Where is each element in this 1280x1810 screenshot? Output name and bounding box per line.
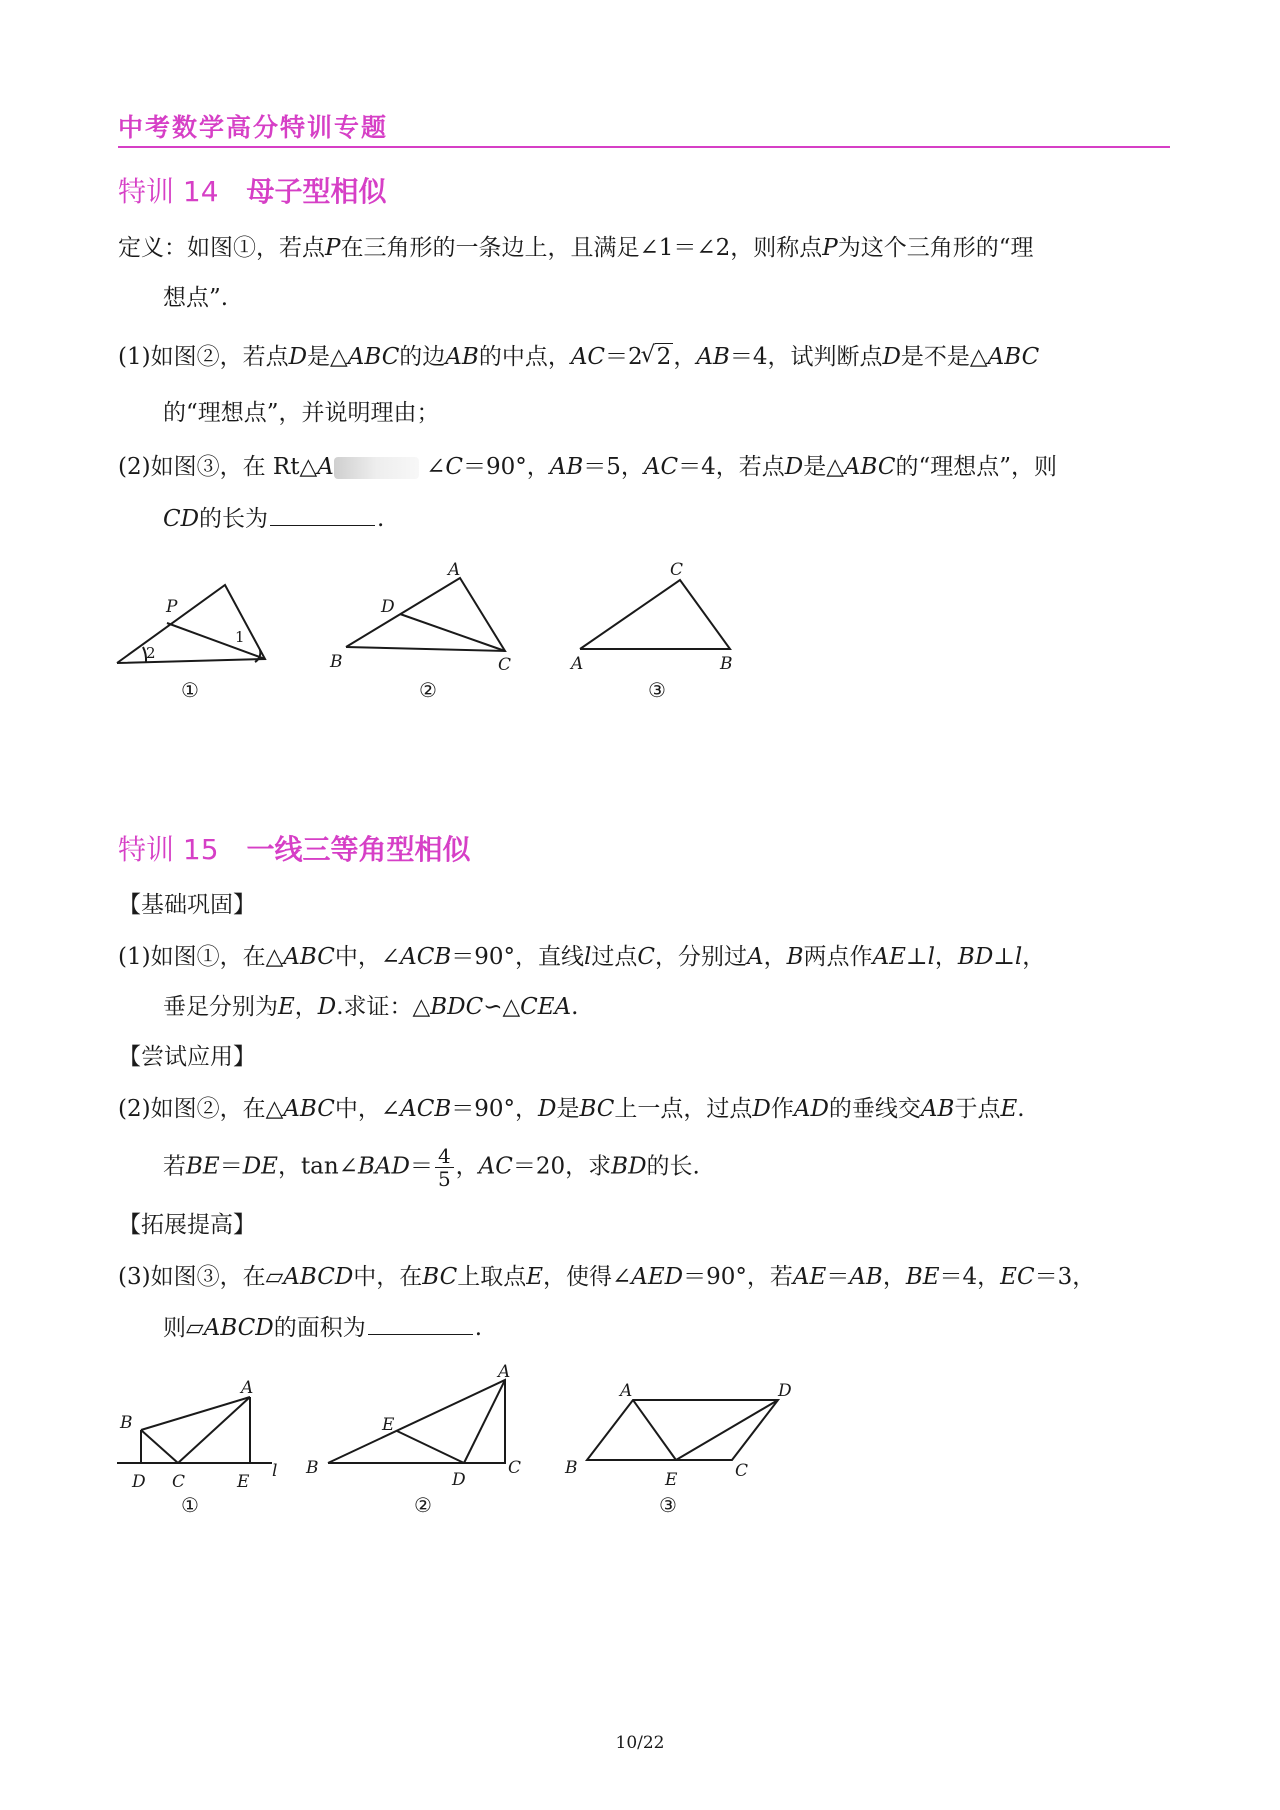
section-14-heading: 母子型相似 (246, 175, 387, 208)
label-C: C (735, 1461, 749, 1481)
label-C: C (498, 655, 512, 675)
question-14-1-line-2: 的“理想点”，并说明理由； (163, 400, 440, 426)
section-15-number: 特训 15 (118, 833, 219, 866)
label-angle-1: 1 (235, 628, 245, 646)
figure-2-triangle (328, 1380, 505, 1463)
section-14-title (118, 170, 387, 210)
figure-caption: ① (181, 678, 199, 702)
tag-basic: 【基础巩固】 (118, 892, 256, 918)
figure-caption: ② (419, 678, 437, 702)
label-B: B (565, 1458, 578, 1478)
label-B: B (720, 654, 733, 674)
figures-14 (0, 550, 1280, 710)
page-number: 10/22 (615, 1733, 665, 1753)
section-15-heading: 一线三等角型相似 (246, 833, 471, 866)
label-E: E (665, 1470, 678, 1490)
definition-line-2: 想点”. (163, 285, 229, 311)
label-E: E (237, 1472, 250, 1492)
label-A: A (448, 560, 461, 580)
question-14-1-line-1: (1)如图②，若点D是△ABC的边AB的中点，AC＝2√ 2，AB＝4，试判断点D是不是△ABC (118, 342, 1039, 372)
label-D: D (381, 597, 395, 617)
definition-line-1: 定义：如图①，若点P在三角形的一条边上，且满足∠1＝∠2，则称点P为这个三角形的“理 (118, 235, 1034, 261)
figure-3-triangle (580, 580, 730, 649)
scan-smudge (334, 457, 419, 479)
label-P: P (166, 597, 178, 617)
fraction-4-5: $\frac{4}{5}$ (435, 1145, 454, 1190)
segment-BC (141, 1430, 178, 1463)
parallelogram-ABCD (587, 1400, 778, 1460)
label-A: A (571, 654, 584, 674)
label-D: D (452, 1470, 466, 1490)
label-A: A (241, 1378, 254, 1398)
question-15-2-line-2: 若BE＝DE，tan∠BAD＝ $\frac{4}{5}$ ，AC＝20，求BD的长. (163, 1144, 700, 1191)
label-D: D (778, 1381, 792, 1401)
figure-1-segment (167, 623, 265, 659)
segment-ED (397, 1431, 464, 1463)
label-C: C (670, 560, 684, 580)
tag-try: 【尝试应用】 (118, 1044, 256, 1070)
label-A: A (620, 1381, 633, 1401)
answer-blank (270, 503, 375, 526)
section-14-number: 特训 14 (118, 175, 219, 208)
page-header: 中考数学高分特训专题 (118, 113, 389, 142)
figure-2-segment (400, 614, 505, 651)
answer-blank (368, 1312, 473, 1335)
segment-ED (676, 1400, 778, 1460)
header-divider (118, 146, 1170, 148)
question-15-1-line-2: 垂足分别为E，D.求证：△BDC∽△CEA. (163, 994, 579, 1020)
label-E: E (382, 1415, 395, 1435)
question-15-2-line-1: (2)如图②，在△ABC中，∠ACB＝90°，D是BC上一点，过点D作AD的垂线交AB于点E. (118, 1096, 1025, 1122)
figure-caption: ③ (648, 678, 666, 702)
question-15-1-line-1: (1)如图①，在△ABC中，∠ACB＝90°，直线l过点C，分别过A，B两点作AE⊥l，BD⊥l， (118, 944, 1046, 970)
label-angle-2: 2 (146, 644, 156, 662)
segment-AB (141, 1397, 250, 1430)
label-D: D (132, 1472, 146, 1492)
figure-2-triangle (346, 578, 505, 651)
section-15-title (118, 828, 471, 868)
label-C: C (508, 1458, 522, 1478)
label-B: B (120, 1413, 133, 1433)
label-B: B (306, 1458, 319, 1478)
label-B: B (330, 652, 343, 672)
figure-caption: ② (414, 1493, 432, 1517)
figure-caption: ③ (659, 1493, 677, 1517)
question-15-3-line-1: (3)如图③，在▱ABCD中，在BC上取点E，使得∠AED＝90°，若AE＝AB，BE＝4，EC＝3， (118, 1264, 1096, 1290)
tag-extend: 【拓展提高】 (118, 1212, 256, 1238)
figures-15 (0, 1360, 1280, 1520)
question-14-2-line-2: CD的长为 . (163, 503, 384, 534)
label-l: l (272, 1461, 278, 1481)
label-A: A (498, 1362, 511, 1382)
segment-AE (633, 1400, 676, 1460)
question-14-2-line-1: (2)如图③，在 Rt△A ∠C＝90°，AB＝5，AC＝4，若点D是△ABC的“理想点”，则 (118, 454, 1057, 480)
question-15-3-line-2: 则▱ABCD的面积为 . (163, 1312, 482, 1343)
segment-DA (464, 1380, 505, 1463)
figure-caption: ① (181, 1493, 199, 1517)
label-C: C (172, 1472, 186, 1492)
sqrt-symbol: √ 2 (643, 342, 674, 372)
